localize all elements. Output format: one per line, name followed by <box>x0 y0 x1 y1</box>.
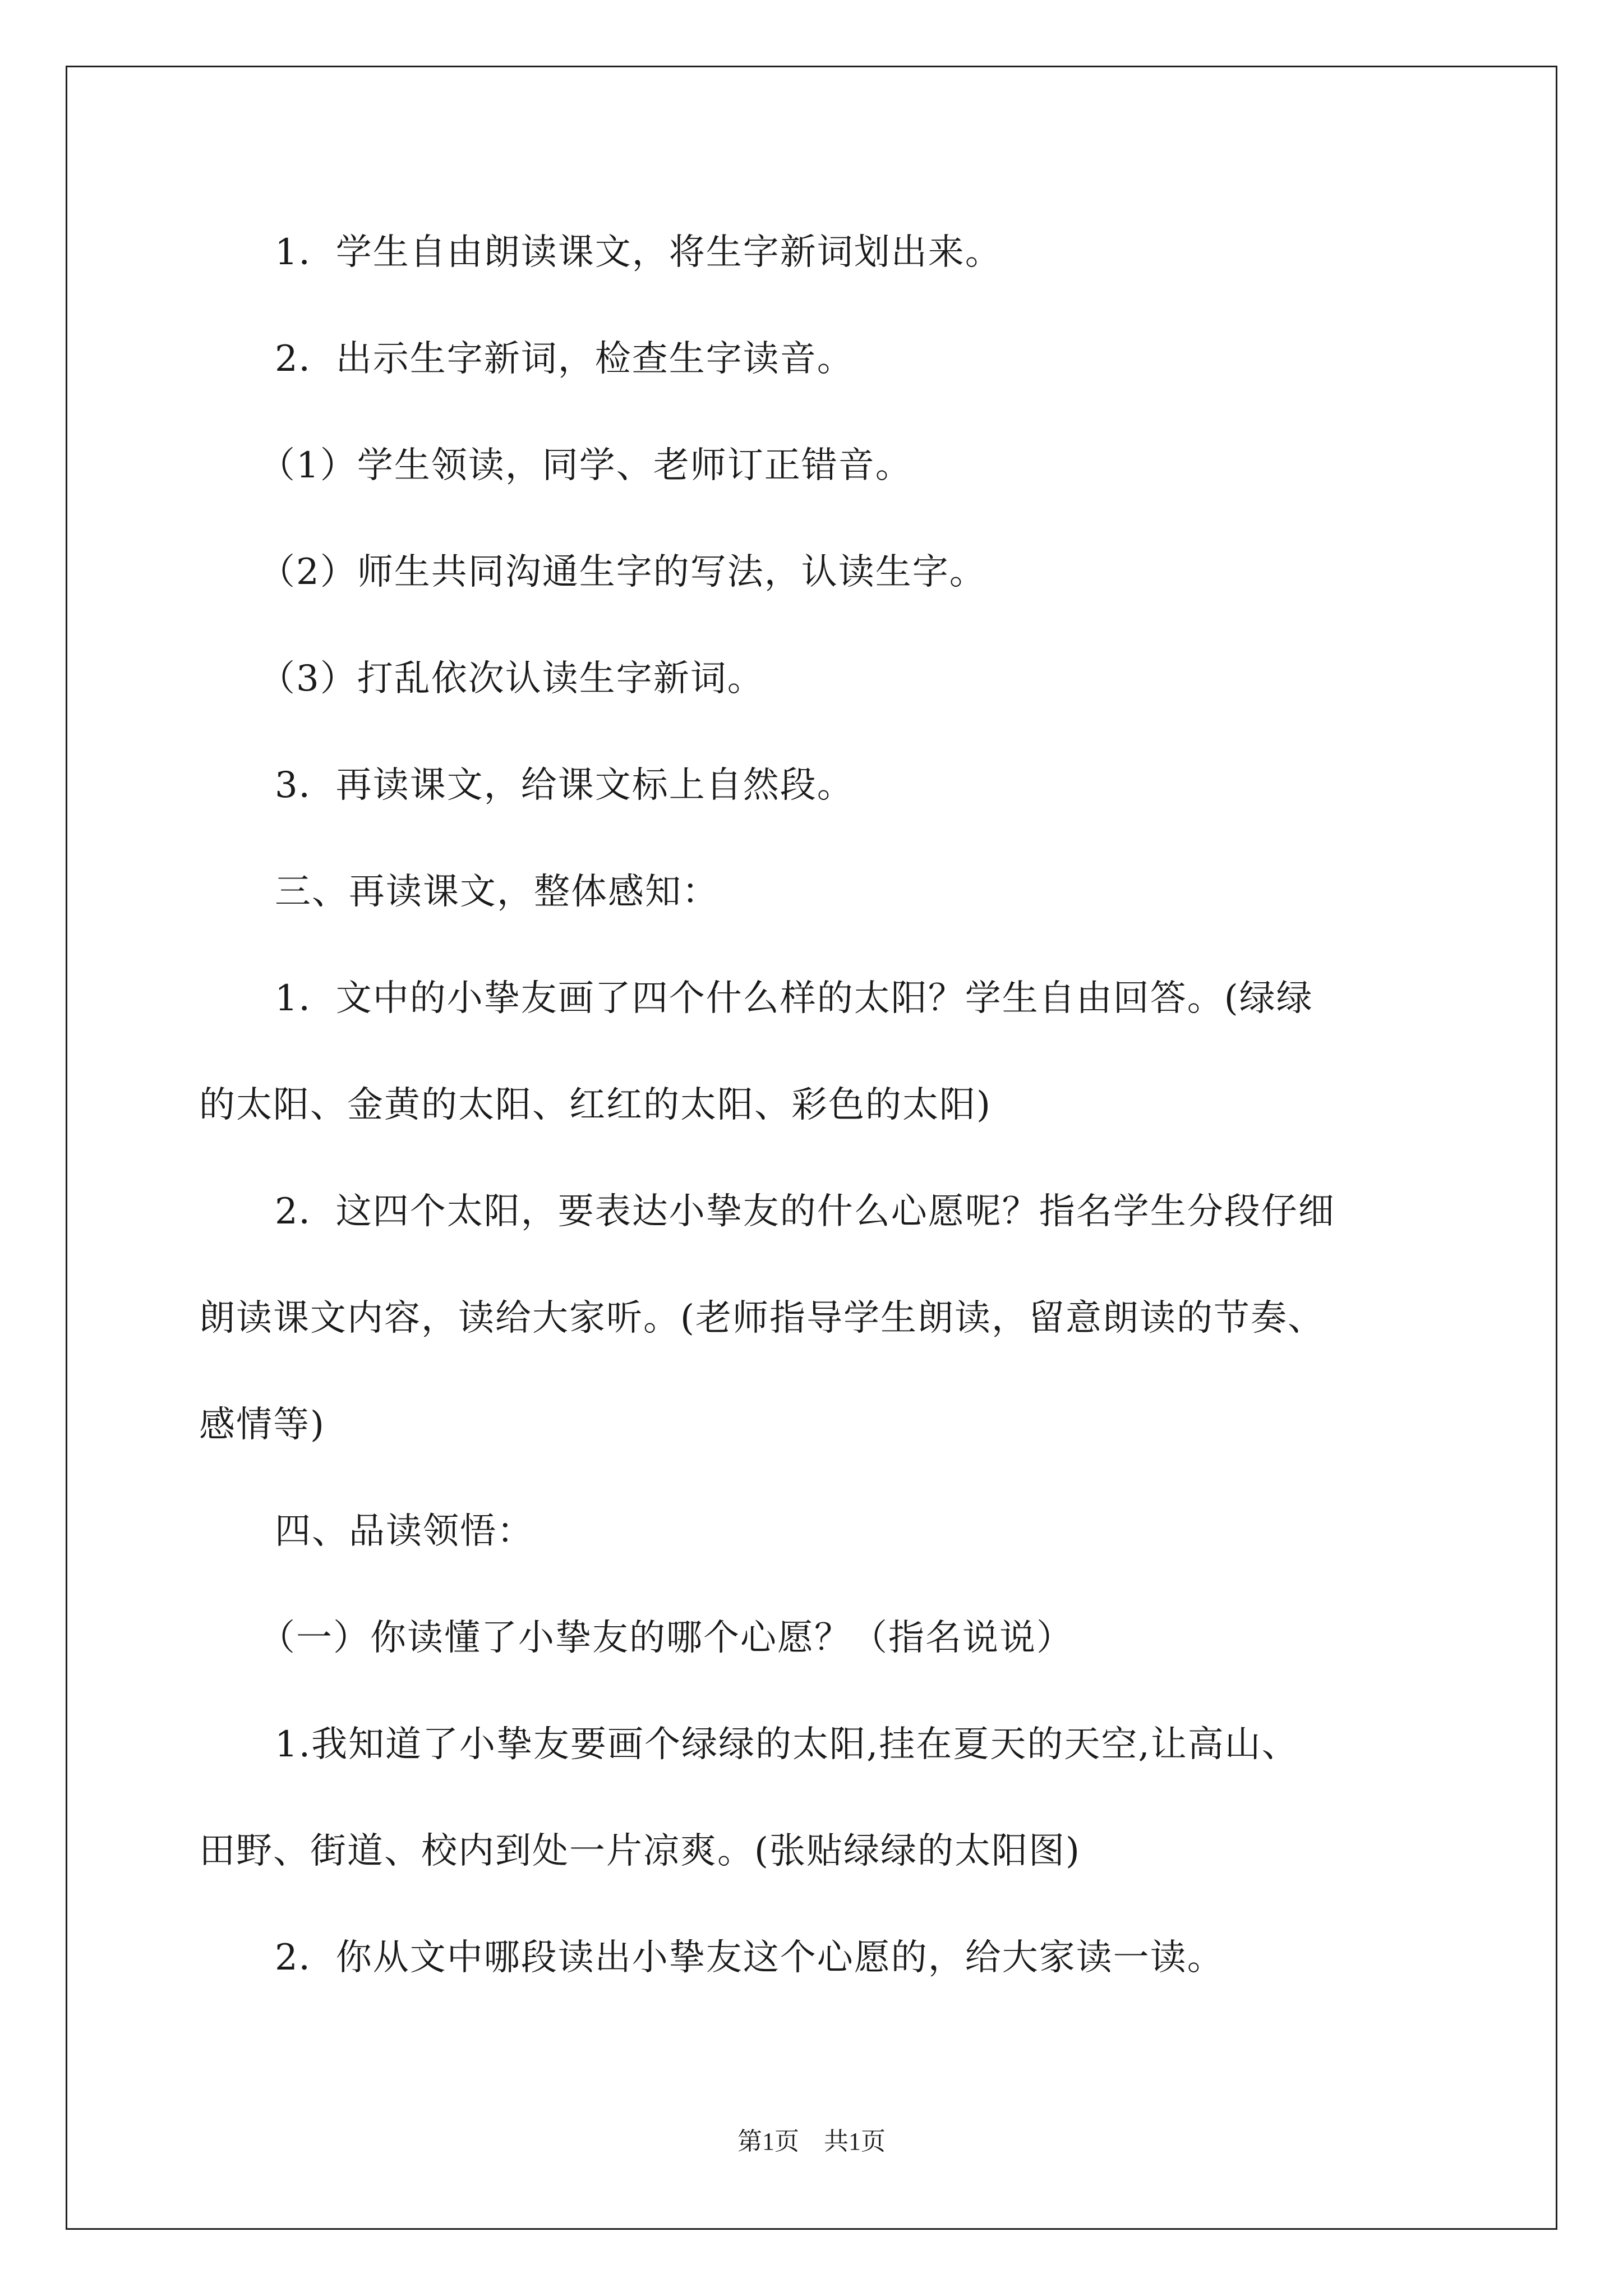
paragraph-line-9: 的太阳、金黄的太阳、红红的太阳、彩色的太阳) <box>199 1084 992 1126</box>
paragraph-line-17: 2．你从文中哪段读出小挚友这个心愿的，给大家读一读。 <box>275 1937 1224 1978</box>
paragraph-line-6: 3．再读课文，给课文标上自然段。 <box>275 765 854 806</box>
paragraph-line-2: 2．出示生字新词，检查生字读音。 <box>275 338 854 380</box>
paragraph-line-15: 1.我知道了小挚友要画个绿绿的太阳,挂在夏天的天空,让高山、 <box>275 1724 1299 1765</box>
paragraph-line-12: 感情等) <box>199 1404 325 1446</box>
section-heading-3: 三、再读课文，整体感知： <box>275 871 719 913</box>
page-border <box>66 66 1557 2230</box>
paragraph-line-3: （1）学生领读，同学、老师订正错音。 <box>259 445 912 486</box>
paragraph-line-10: 2．这四个太阳，要表达小挚友的什么心愿呢？指名学生分段仔细 <box>275 1191 1335 1232</box>
paragraph-line-11: 朗读课文内容，读给大家听。(老师指导学生朗读，留意朗读的节奏、 <box>199 1297 1325 1339</box>
paragraph-line-16: 田野、街道、校内到处一片凉爽。(张贴绿绿的太阳图) <box>199 1830 1081 1872</box>
paragraph-line-4: （2）师生共同沟通生字的写法，认读生字。 <box>259 551 986 593</box>
paragraph-line-8: 1．文中的小挚友画了四个什么样的太阳？学生自由回答。(绿绿 <box>275 978 1313 1019</box>
section-heading-4: 四、品读领悟： <box>275 1511 534 1552</box>
paragraph-line-1: 1．学生自由朗读课文，将生字新词划出来。 <box>275 232 1002 273</box>
page-footer: 第1页 共1页 <box>737 2128 886 2155</box>
paragraph-line-14: （一）你读懂了小挚友的哪个心愿？（指名说说） <box>259 1617 1073 1659</box>
paragraph-line-5: （3）打乱依次认读生字新词。 <box>259 658 764 700</box>
